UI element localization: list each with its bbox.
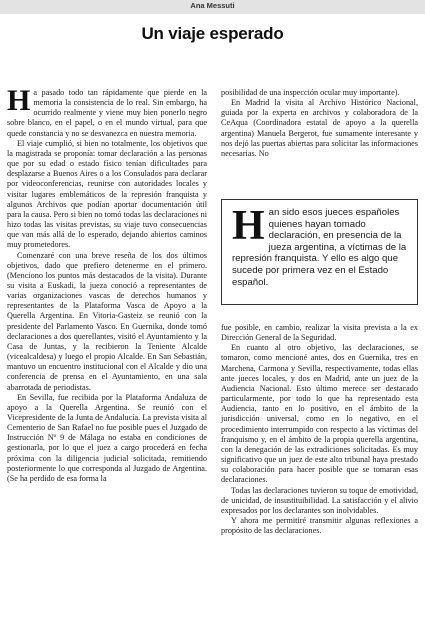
paragraph: El viaje cumplió, si bien no totalmente, los objetivos que la magistrada se proponía: tomar declaración a las personas que por su edad o estado físico tenían dificultades para desplazarse a Buenos Aires o a los Consulados para declarar por videoconferencias, reunirse con autoridades locales y visitar lugares emblemáticos de la represión franquista y algunos Archivos que podían aportar documentación útil para la causa. Pero si bien no tomó todas las declaraciones ni hizo todas las visitas previstas, su viaje tuvo consecuencias que van más allá de lo esperado, dejando abiertos caminos muy prometedores. [7,138,207,250]
paragraph: Todas las declaraciones tuvieron su toque de emotividad, de unicidad, de insustituibilidad. La satisfacción y el alivio expresados por los declarantes son inolvidables. [221,485,418,515]
left-column [7,84,207,484]
article-title: Un viaje esperado [141,24,284,43]
pull-quote-initial: H [232,203,265,249]
paragraph: fue posible, en cambio, realizar la visita prevista a la ex Dirección General de la Seguridad. [221,323,418,343]
paragraph: Y ahora me permitiré transmitir algunas reflexiones a propósito de las declaraciones. [221,515,418,536]
right-column-top [221,88,418,159]
paragraph-text: a pasado todo tan rápidamente que pierde en la memoria la consistencia de lo real. Sin embargo, ha ocurrido realmente y viene muy bien ponerlo negro sobre blanco, en el papel, o en el mundo virtual, para que quede constancia y no se desvanezca en nuestra memoria. [7,88,207,138]
paragraph: posibilidad de una inspección ocular muy importante). [221,88,400,97]
pull-quote-box [221,199,418,305]
author-name: Ana Messuti [190,1,235,10]
opening-paragraph [7,84,207,139]
paragraph: En Sevilla, fue recibida por la Plataforma Andaluza de apoyo a la Querella Argentina. Se reunió con el Vicepresidente de la Junta de Andalucía. La prevista visita al Cementerio de San Rafael no fue posible pues el Juzgado de Instrucción Nº 9 de Málaga no estaba en condiciones de gestionarla, por lo que el juez a cargo procederá en fecha próxima con la diligencia judicial solicitada, remitiendo posteriormente lo que corresponda al Juzgado de Argentina. (Se ha perdido de esa forma la [7,392,207,483]
paragraph: En cuanto al otro objetivo, las declaraciones, se tomaron, como mencioné antes, dos en Guernika, tres en Marchena, Carmona y Sevilla, respectivamente, todas ellas ante jueces locales, y dos en Madrid, ante un juez de la Audiencia Nacional. Esto último merece ser destacado particularmente, por todo lo que ha representado esta Audiencia, tanto en lo positivo, en el ámbito de la jurisdicción universal, como en lo negativo, en el procedimiento interrumpido con respecto a las víctimas del franquismo y, en el ámbito de la propia querella argentina, con la denegación de las extradiciones solicitadas. Es muy significativo que un juez de este alto tribunal haya prestado su colaboración para hacer posible que se tomaran esas declaraciones. [221,343,418,485]
right-column-bottom [221,323,418,536]
drop-cap: H [7,84,31,117]
pull-quote-text: an sido esos jueces españoles quienes hayan tomado declaración, en presencia de la jueza argentina, a víctimas de la represión franquista. Y ello es algo que sucede por primera vez en el Estado español. [232,207,407,288]
paragraph: En Madrid la visita al Archivo Histórico Nacional, guiada por la experta en archivos y colaboradora de la CeAqua (Coordinadora estatal de apoyo a la querella argentina) Manuela Bergerot, fue sumamente interesante y nos dejó las puertas abiertas para solicitar las informaciones necesarias. No [221,98,418,158]
paragraph: Comenzaré con una breve reseña de los dos últimos objetivos, dado que prefiero detenerme en el primero. (Menciono los puntos más destacados de la visita). Durante su visita a Euskadi, la jueza conoció a representantes de varias organizaciones vascas de derechos humanos y representantes de la Plataforma Vasca de Apoyo a la Querella Argentina. En Vitoria-Gasteiz se reunió con la presidente del Parlamento Vasco. En Guernika, donde tomó declaraciones a dos querellantes, visitó el Ayuntamiento y la Casa de Juntas, y la recibieron la Teniente Alcalde (vicealcaldesa) y luego el propio Alcalde. En San Sebastián, mantuvo un encuentro institucional con el Alcalde y dio una conferencia de prensa en el Ayuntamiento, en una sala abarrotada de periodistas. [7,250,207,392]
